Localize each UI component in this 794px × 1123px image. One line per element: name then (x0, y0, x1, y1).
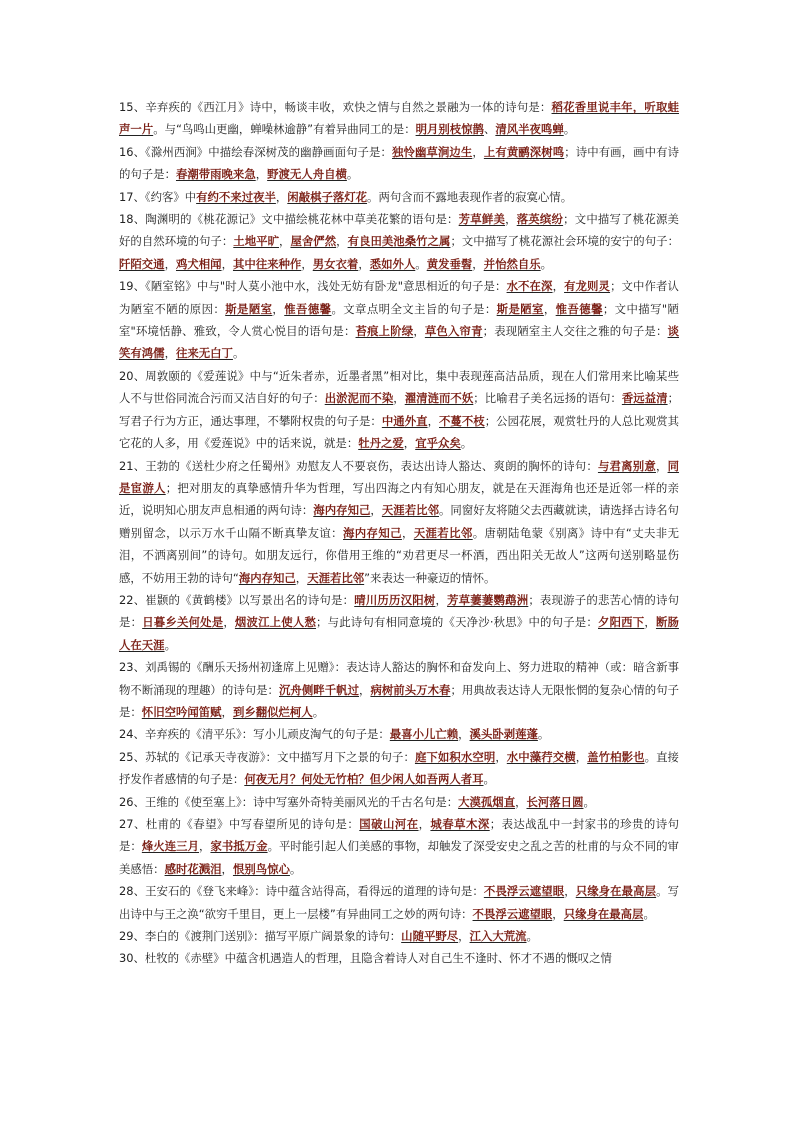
question-text: ， (552, 279, 565, 294)
answer-text: 海内存知己 (342, 525, 402, 540)
answer-text: 断肠人在天涯 (119, 615, 679, 652)
answer-text: 水不在深 (506, 279, 553, 294)
answer-text: 与君离别意 (597, 458, 656, 473)
answer-text: 斯是陋室 (496, 301, 544, 316)
answer-text: 惟吾德馨 (555, 301, 603, 316)
question-text: ， (221, 861, 233, 876)
question-text: ， (272, 301, 285, 316)
question-text: ；文中描写了桃花源美好的自然环境的句子： (119, 212, 679, 249)
question-text: 。直接抒发作者感情的句子是： (119, 749, 679, 787)
list-item (119, 96, 679, 141)
list-item (119, 791, 679, 813)
question-text: ， (223, 615, 235, 630)
question-text: 28、王安石的《登飞来峰》：诗中蕴含站得高，看得远的道理的诗句是： (119, 884, 484, 899)
answer-text: 鸡犬相闻 (175, 256, 222, 271)
answer-text: 不畏浮云遮望眼 (483, 884, 565, 899)
question-text: 21、王勃的《送杜少府之任蜀州》劝慰友人不要哀伤，表达出诗人豁达、爽朗的胸怀的诗句： (119, 458, 598, 473)
question-text: 。两句含而不露地表现作者的寂寞心情。 (367, 189, 573, 204)
list-item (119, 746, 679, 791)
answer-text: 往来无白丁 (175, 346, 233, 361)
question-text: 。 (537, 727, 550, 742)
question-text: ， (413, 324, 425, 339)
answer-text: 怀旧空吟闻笛赋 (141, 704, 222, 719)
list-item (119, 186, 679, 208)
answer-text: 上有黄鹂深树鸣 (483, 144, 565, 159)
question-text: 。文章点明全文主旨的句子是： (331, 301, 497, 316)
question-text: ， (458, 727, 470, 742)
question-text: ；文中描写"陋室"环境恬静、雅致，令人赏心悦目的语句是： (119, 301, 679, 339)
question-text: ， (164, 256, 176, 271)
question-text: ， (552, 906, 564, 921)
list-item (119, 947, 679, 969)
question-text: 。 (643, 906, 655, 921)
answer-text: 中通外直 (381, 413, 428, 428)
question-text: 。 (540, 256, 553, 271)
question-text: ， (199, 839, 211, 854)
question-text: 。 (415, 256, 427, 271)
answer-text: 草色入帘青 (424, 324, 483, 339)
answer-text: 不畏浮云遮望眼 (472, 906, 553, 921)
answer-text: 悉如外人 (369, 256, 416, 271)
answer-text: 最喜小儿亡赖 (389, 727, 459, 742)
answer-text: 天涯若比邻 (413, 525, 473, 540)
answer-text: 水中藻荇交横 (506, 749, 576, 764)
list-item (119, 275, 679, 365)
question-text: ， (295, 570, 308, 585)
question-text: ；与此诗句有相同意境的《天净沙·秋思》中的句子是： (316, 615, 598, 630)
answer-text: 春潮带雨晚来急 (175, 167, 256, 182)
question-text: ；表达战乱中一封家书的珍贵的诗句是： (119, 817, 679, 854)
question-text: 。同窗好友将随父去西藏就读，请选择古诗名句赠别留念，以示万水千山隔不断真挚友谊： (119, 503, 679, 540)
question-text: 18、陶渊明的《桃花源记》文中描绘桃花林中草美花繁的语句是： (119, 212, 459, 227)
answer-text: 只缘身在最高层 (575, 884, 657, 899)
list-item (119, 813, 679, 880)
question-text: ， (275, 189, 288, 204)
document-body (119, 96, 679, 970)
answer-text: 独怜幽草涧边生 (391, 144, 473, 159)
answer-text: 海内存知己 (238, 570, 296, 585)
question-text: 。 (164, 637, 176, 652)
question-text: 。 (232, 346, 245, 361)
question-text: ， (359, 682, 371, 697)
question-text: ， (655, 458, 668, 473)
answer-text: 其中往来种作 (232, 256, 302, 271)
question-text: ；写君子行为方正，通达事理，不攀附权贵的句子是： (119, 391, 679, 428)
question-text: 、 (483, 122, 496, 137)
answer-text: 天涯若比邻 (307, 570, 365, 585)
answer-text: 芳草鲜美 (458, 212, 506, 227)
answer-text: 日暮乡关何处是 (142, 615, 224, 630)
question-text: ， (336, 234, 348, 249)
answer-text: 城春草木深 (430, 817, 490, 831)
question-text: ， (401, 525, 414, 540)
list-item (119, 208, 679, 275)
answer-text: 屋舍俨然 (290, 234, 337, 249)
question-text: ， (418, 817, 431, 831)
answer-text: 何夜无月？何处无竹柏？但少闲人如吾两人者耳 (244, 772, 484, 787)
question-text: ， (255, 167, 268, 182)
question-text: 。平时能引起人们美感的事物，却触发了深受安史之乱之苦的杜甫的与众不同的审美感悟： (119, 839, 679, 876)
answer-text: 溪头卧剥莲蓬 (469, 727, 538, 742)
question-text: ， (505, 212, 517, 227)
question-text: ， (515, 794, 527, 809)
answer-text: 野渡无人舟自横 (267, 167, 347, 182)
answer-text: 家书抵万金 (210, 839, 268, 854)
answer-text: 有龙则灵 (564, 279, 611, 294)
question-text: ， (164, 346, 176, 361)
question-text: 。 (483, 772, 495, 787)
question-text: 。写出诗中与王之涣“欲穷千里目，更上一层楼”有异曲同工之妙的两句诗： (119, 884, 679, 921)
answer-text: 病树前头万木春 (370, 682, 451, 697)
answer-text: 黄发垂髫 (426, 256, 473, 271)
answer-text: 山随平野尽 (401, 929, 459, 944)
question-text: ， (221, 256, 233, 271)
list-item (119, 141, 679, 186)
list-item (119, 589, 679, 656)
question-text: ；公园花展，观赏牡丹的人总比观赏其它花的人多，用《爱莲说》中的话来说，就是： (119, 413, 679, 451)
answer-text: 盖竹柏影也 (587, 749, 645, 764)
question-text: ；文中描写了桃花源社会环境的安宁的句子： (450, 234, 679, 249)
question-text: ， (435, 592, 448, 607)
question-text: ；诗中有画，画中有诗的句子是： (119, 144, 679, 182)
question-text: ；比喻君子美名远扬的语句： (473, 391, 622, 406)
question-text: 。 (289, 861, 302, 876)
answer-text: 有约不来过夜半 (196, 189, 276, 204)
answer-text: 到乡翻似烂柯人 (232, 704, 313, 719)
question-text: ；文中作者认为陋室不陋的原因： (119, 279, 679, 316)
question-text: 26、王维的《使至塞上》：诗中写塞外奇特美丽风光的千古名句是： (119, 794, 459, 809)
question-text: 。 (312, 704, 325, 719)
question-text: ；表现游子的悲苦心情的诗句是： (119, 592, 679, 630)
question-text: 23、刘禹锡的《酬乐天扬州初逢席上见赠》：表达诗人豁达的胸怀和奋发向上、努力进取的精神（或：暗含新事物不断涌现的理趣）的诗句是： (119, 660, 679, 697)
question-text: ；用典故表达诗人无限怅惘的复杂心情的句子是： (119, 682, 679, 719)
answer-text: 落英缤纷 (516, 212, 564, 227)
list-item (119, 880, 679, 925)
list-item (119, 723, 679, 745)
answer-text: 苔痕上阶绿 (355, 324, 414, 339)
answer-text: 天涯若比邻 (381, 503, 439, 518)
question-text: 17、《约客》中 (119, 189, 197, 204)
answer-text: 并怡然自乐 (483, 256, 541, 271)
question-text: 30、杜牧的《赤壁》中蕴含机遇造人的哲理，且隐含着诗人对自己生不逢时、怀才不遇的慨叹之情 (119, 951, 612, 966)
answer-text: 沉舟侧畔千帆过 (279, 682, 359, 697)
answer-text: 明月别枝惊鹊 (415, 122, 484, 137)
answer-text: 大漠孤烟直 (458, 794, 516, 809)
question-text: 。 (346, 167, 359, 182)
answer-text: 芳草萋萋鹦鹉洲 (447, 592, 529, 607)
question-text: ， (575, 749, 588, 764)
question-text: 。 (460, 436, 473, 451)
list-item (119, 365, 679, 455)
answer-text: 男女衣着 (312, 256, 359, 271)
answer-text: 江入大荒流 (469, 929, 527, 944)
answer-text: 濯清涟而不妖 (404, 391, 474, 406)
question-text: 。 (583, 794, 595, 809)
question-text: 25、苏轼的《记承天寺夜游》：文中描写月下之景的句子： (119, 749, 415, 764)
question-text: ， (543, 301, 556, 316)
answer-text: 惟吾德馨 (284, 301, 332, 316)
question-text: ， (427, 413, 439, 428)
answer-text: 长河落日圆 (526, 794, 584, 809)
question-text: 24、辛弃疾的《清平乐》：写小儿顽皮淘气的句子是： (119, 727, 390, 742)
answer-text: 夕阳西下 (598, 615, 645, 630)
answer-text: 海内存知己 (313, 503, 371, 518)
question-text: ， (403, 436, 416, 451)
question-text: ， (279, 234, 291, 249)
question-text: 。唐朝陆龟蒙《别离》诗中有“丈夫非无泪，不洒离别间”的诗句。如朋友远行，你借用王维的“劝君更尽一杯酒，西出阳关无故人”这两句送别略显伤感，不妨用王勃的诗句“ (119, 525, 679, 585)
answer-text: 晴川历历汉阳树 (354, 592, 436, 607)
question-text: 19、《陋室铭》中与"时人莫小池中水，浅处无妨有卧龙"意思相近的句子是： (119, 279, 507, 294)
answer-text: 宜乎众矣 (415, 436, 461, 451)
question-text: 27、杜甫的《春望》中写春望所见的诗句是： (119, 817, 360, 831)
question-text: ， (472, 256, 484, 271)
question-text: ；把对朋友的真挚感情升华为哲理，写出四海之内有知心朋友，就是在天涯海角也还是近邻一样的亲近，说明知心朋友声息相通的两句诗： (119, 480, 679, 518)
answer-text: 同是宦游人 (119, 458, 679, 495)
answer-text: 只缘身在最高层 (563, 906, 644, 921)
answer-text: 国破山河在 (359, 817, 419, 831)
question-text: 15、辛弃疾的《西江月》诗中，畅谈丰收，欢快之情与自然之景融为一体的诗句是： (119, 100, 552, 114)
answer-text: 烽火连三月 (141, 839, 199, 854)
answer-text: 牡丹之爱 (358, 436, 404, 451)
question-text: 。与“鸟鸣山更幽，蝉噪林逾静”有着异曲同工的是： (153, 122, 416, 137)
answer-text: 香远益清 (621, 391, 668, 406)
question-text: ， (393, 391, 405, 406)
answer-text: 恨别鸟惊心 (232, 861, 290, 876)
question-text: ；表现陋室主人交往之雅的句子是： (482, 324, 668, 339)
question-text: 。 (563, 122, 576, 137)
question-text: ， (301, 256, 313, 271)
question-text: ， (370, 503, 382, 518)
question-text: ”来表达一种豪迈的情怀。 (364, 570, 496, 585)
answer-text: 阡陌交通 (119, 256, 165, 271)
question-text: 29、李白的《渡荆门送别》：描写平原广阔景象的诗句： (119, 929, 402, 944)
answer-text: 土地平旷 (233, 234, 279, 249)
question-text: ， (644, 615, 656, 630)
question-text: ， (472, 144, 484, 159)
list-item (119, 455, 679, 589)
question-text: ， (458, 929, 470, 944)
answer-text: 稻花香里说丰年，听取蛙声一片 (119, 100, 679, 137)
answer-text: 有良田美池桑竹之属 (347, 234, 451, 249)
answer-text: 闲敲棋子落灯花 (287, 189, 368, 204)
question-text: ， (564, 884, 576, 899)
list-item (119, 656, 679, 723)
answer-text: 不蔓不枝 (439, 413, 485, 428)
answer-text: 清风半夜鸣蝉 (495, 122, 564, 137)
answer-text: 庭下如积水空明 (414, 749, 496, 764)
question-text: ， (221, 704, 233, 719)
question-text: ， (358, 256, 370, 271)
answer-text: 出淤泥而不染 (324, 391, 394, 406)
question-text: 20、周敦颐的《爱莲说》中与“近朱者赤，近墨者黑”相对比，集中表现莲高洁品质，现在人们常用来比喻某些人不与世俗同流合污而又洁自好的句子： (119, 368, 679, 406)
answer-text: 斯是陋室 (225, 301, 273, 316)
answer-text: 烟波江上使人愁 (234, 615, 317, 630)
list-item (119, 925, 679, 947)
question-text: 。 (526, 929, 538, 944)
question-text: ， (495, 749, 507, 764)
answer-text: 感时花溅泪 (164, 861, 222, 876)
question-text: 22、崔颢的《黄鹤楼》以写景出名的诗句是： (119, 592, 355, 607)
question-text: 16、《滁州西涧》中描绘春深树茂的幽静画面句子是： (119, 144, 392, 159)
answer-text: 谈笑有鸿儒 (119, 324, 679, 361)
